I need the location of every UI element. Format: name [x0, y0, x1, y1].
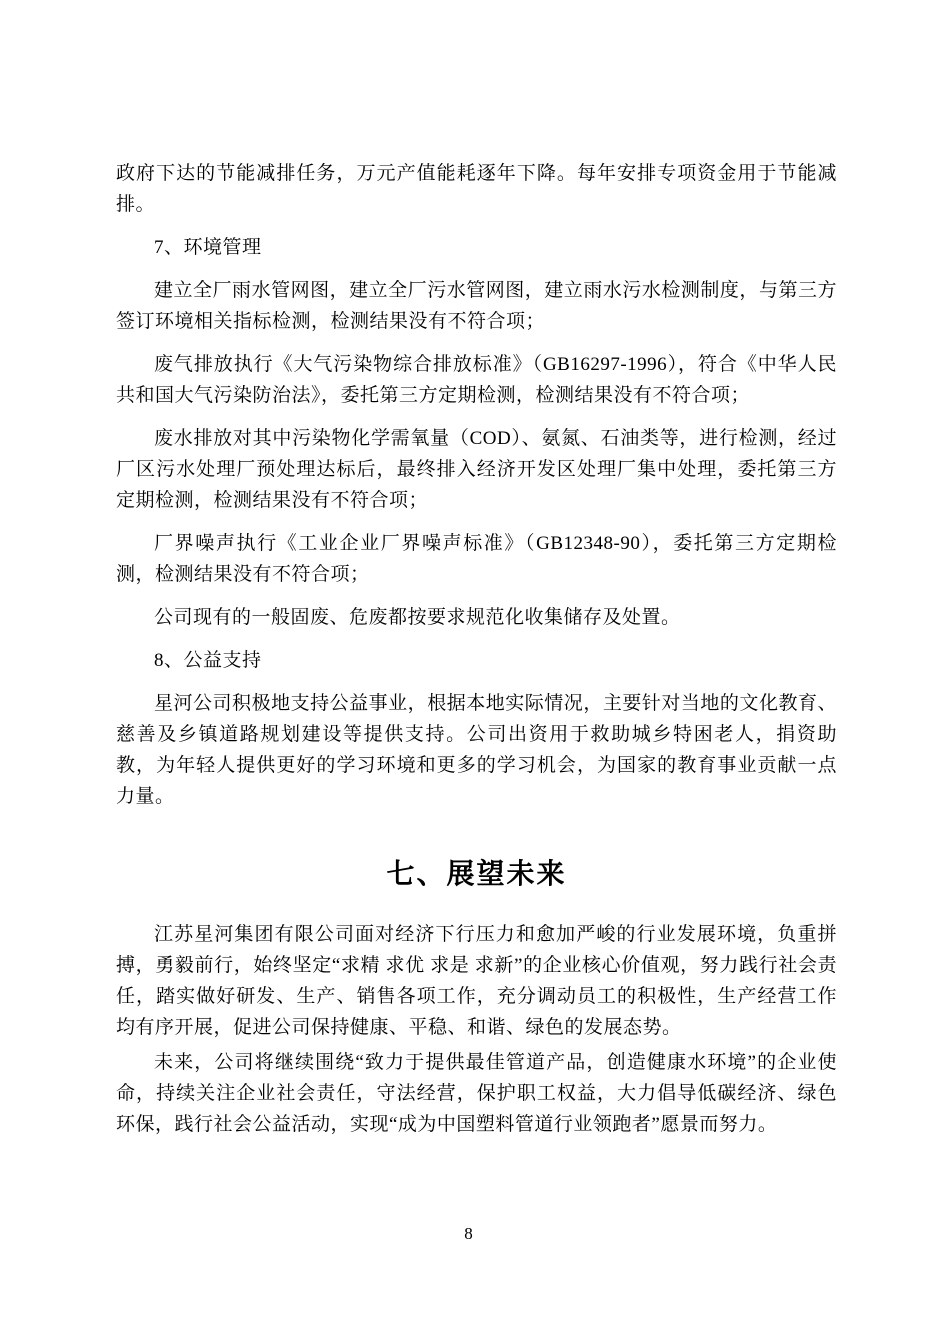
body-paragraph-solid-waste: 公司现有的一般固废、危废都按要求规范化收集储存及处置。	[154, 607, 681, 628]
outlook-section	[116, 919, 837, 1140]
list-heading-environment-management: 7、环境管理	[154, 237, 262, 258]
body-paragraph-wastewater: 废水排放对其中污染物化学需氧量（COD）、氨氮、石油类等，进行检测，经过厂区污水处理厂预处理达标后，最终排入经济开发区处理厂集中处理，委托第三方定期检测，检测结果没有不符合项；	[116, 428, 837, 511]
section-heading-outlook: 七、展望未来	[386, 858, 567, 889]
page-content	[116, 158, 837, 1140]
body-paragraph-energy-saving: 政府下达的节能减排任务，万元产值能耗逐年下降。每年安排专项资金用于节能减排。	[116, 163, 837, 215]
body-paragraph-charity: 星河公司积极地支持公益事业，根据本地实际情况，主要针对当地的文化教育、慈善及乡镇道路规划建设等提供支持。公司出资用于救助城乡特困老人，捐资助教，为年轻人提供更好的学习环境和更多的学习机会，为国家的教育事业贡献一点力量。	[116, 693, 837, 807]
body-paragraph-exhaust-emission: 废气排放执行《大气污染物综合排放标准》（GB16297-1996），符合《中华人民共和国大气污染防治法》，委托第三方定期检测，检测结果没有不符合项；	[116, 354, 837, 406]
list-heading-public-welfare: 8、公益支持	[154, 650, 262, 671]
body-paragraph-pipe-network: 建立全厂雨水管网图，建立全厂污水管网图，建立雨水污水检测制度，与第三方签订环境相关指标检测，检测结果没有不符合项；	[116, 280, 837, 332]
body-paragraph-noise: 厂界噪声执行《工业企业厂界噪声标准》（GB12348-90），委托第三方定期检测，检测结果没有不符合项；	[116, 533, 837, 585]
body-paragraph-outlook-future: 未来，公司将继续围绕“致力于提供最佳管道产品，创造健康水环境”的企业使命，持续关注企业社会责任，守法经营，保护职工权益，大力倡导低碳经济、绿色环保，践行社会公益活动，实现“成为中国塑料管道行业领跑者”愿景而努力。	[116, 1052, 837, 1135]
page-number: 8	[464, 1224, 473, 1243]
body-paragraph-outlook-current: 江苏星河集团有限公司面对经济下行压力和愈加严峻的行业发展环境，负重拼搏，勇毅前行，始终坚定“求精 求优 求是 求新”的企业核心价值观，努力践行社会责任，踏实做好研发、生产、销售各项工作，充分调动员工的积极性，生产经营工作均有序开展，促进公司保持健康、平稳、和谐、绿色的发展态势。	[116, 924, 837, 1038]
